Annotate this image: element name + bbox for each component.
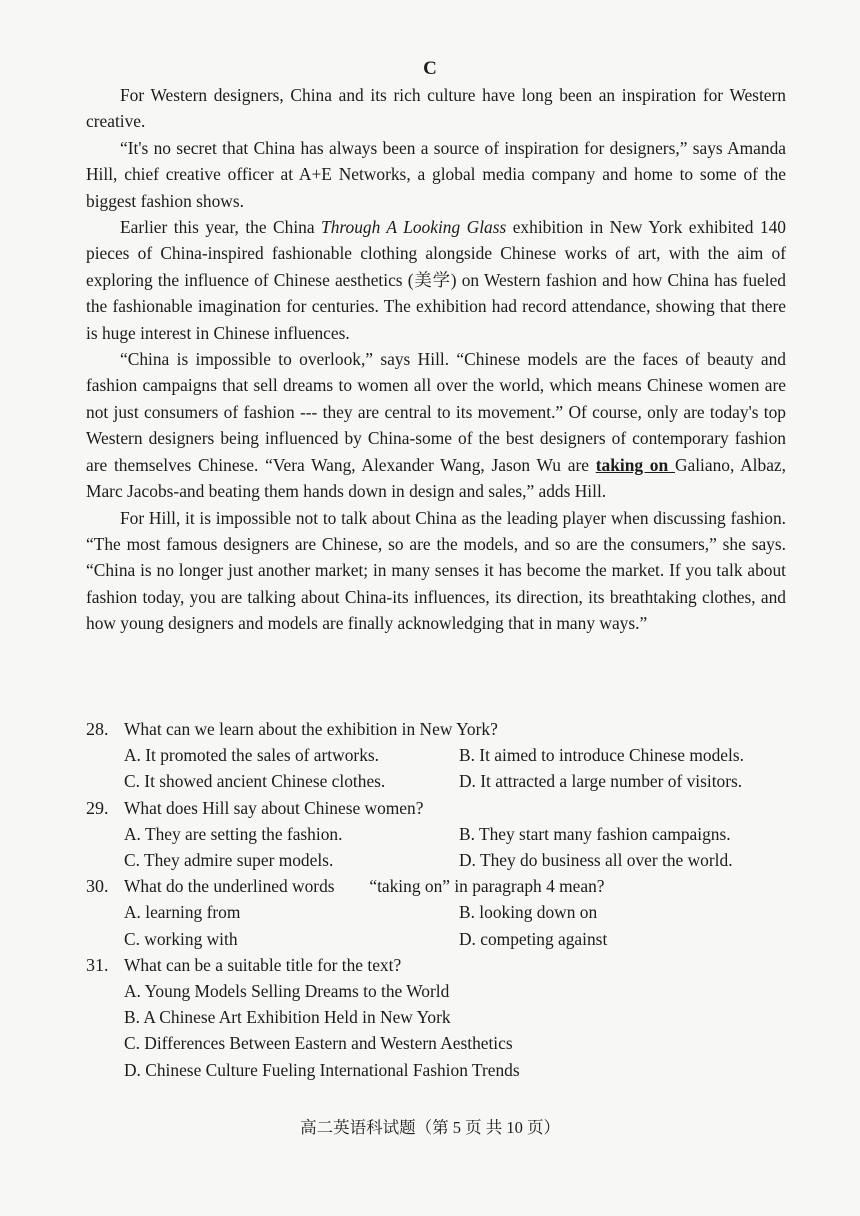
- option-a[interactable]: A. Young Models Selling Dreams to the World: [124, 981, 450, 1002]
- option-d[interactable]: D. It attracted a large number of visitors.: [459, 771, 743, 792]
- paragraph-1: For Western designers, China and its rich culture have long been an inspiration for Western creative.: [86, 85, 786, 132]
- paragraph-3-end: exhibition in New York exhibited 140 pieces of China-inspired fashionable clothing alongside Chinese works of art, with the aim of exploring the influence of Chinese aesthetics (美学) on Western fashion and how China has fueled the fashionable imagination for centuries. The exhibition had record attendance, showing that there is huge interest in Chinese influences.: [86, 217, 786, 343]
- section-label: C: [423, 58, 437, 79]
- question-stem: What can be a suitable title for the text?: [124, 954, 402, 975]
- question-31: [86, 952, 786, 1083]
- question-number: 30.: [86, 876, 109, 897]
- reading-passage: [86, 82, 786, 637]
- option-b[interactable]: B. A Chinese Art Exhibition Held in New York: [124, 1007, 451, 1028]
- page-footer: 高二英语科试题（第 5 页 共 10 页）: [300, 1118, 560, 1137]
- paragraph-4: [86, 346, 786, 504]
- question-30: [86, 873, 786, 952]
- option-d[interactable]: D. They do business all over the world.: [459, 850, 733, 871]
- option-a[interactable]: A. It promoted the sales of artworks.: [124, 745, 380, 766]
- paragraph-2: “It's no secret that China has always been a source of inspiration for designers,” says Amanda Hill, chief creative officer at A+E Networks, a global media company and home to some of the biggest fashion shows.: [86, 137, 786, 211]
- option-c[interactable]: C. working with: [124, 928, 238, 949]
- paragraph-4-start: “China is impossible to overlook,” says Hill. “Chinese models are the faces of beauty and fashion campaigns that sell dreams to women all over the world, which means Chinese women are not just consumers of fashion --- they are central to its movement.” Of course, only are today's top Western designers being influenced by China-some of the best designers of contemporary fashion are themselves Chinese. “Vera Wang, Alexander Wang, Jason Wu are: [86, 349, 786, 475]
- question-number: 31.: [86, 954, 109, 975]
- option-b[interactable]: B. looking down on: [459, 902, 598, 923]
- paragraph-3-start: Earlier this year, the China: [120, 217, 322, 238]
- underlined-phrase: taking on: [595, 454, 675, 475]
- option-c[interactable]: C. It showed ancient Chinese clothes.: [124, 771, 386, 792]
- option-c[interactable]: C. They admire super models.: [124, 850, 334, 871]
- option-a[interactable]: A. They are setting the fashion.: [124, 823, 343, 844]
- option-d[interactable]: D. Chinese Culture Fueling International Fashion Trends: [124, 1059, 520, 1080]
- question-stem: What can we learn about the exhibition in New York?: [124, 719, 498, 739]
- paragraph-4-end: Galiano, Albaz, Marc Jacobs-and beating them hands down in design and sales,” adds Hill.: [86, 454, 786, 502]
- option-c[interactable]: C. Differences Between Eastern and Western Aesthetics: [124, 1033, 513, 1054]
- option-b[interactable]: B. They start many fashion campaigns.: [459, 823, 731, 844]
- question-28: [86, 716, 786, 795]
- question-list: [86, 716, 786, 1083]
- option-b[interactable]: B. It aimed to introduce Chinese models.: [459, 745, 744, 766]
- question-number: 29.: [86, 797, 109, 818]
- exhibition-title: Through A Looking Glass: [321, 217, 507, 238]
- question-29: [86, 795, 786, 874]
- paragraph-3: [86, 214, 786, 346]
- paragraph-5: For Hill, it is impossible not to talk about China as the leading player when discussing fashion. “The most famous designers are Chinese, so are the models, and so are the consumers,” she says. “China is no longer just another market; in many senses it has become the market. If you talk about fashion today, you are talking about China-its influences, its direction, its breathtaking clothes, and how young designers and models are finally acknowledging that in many ways.”: [86, 507, 786, 634]
- question-stem: What does Hill say about Chinese women?: [124, 797, 424, 818]
- question-number: 28.: [86, 719, 109, 739]
- option-d[interactable]: D. competing against: [459, 928, 608, 949]
- question-stem: What do the underlined words “taking on” in paragraph 4 mean?: [124, 876, 605, 897]
- option-a[interactable]: A. learning from: [124, 902, 241, 923]
